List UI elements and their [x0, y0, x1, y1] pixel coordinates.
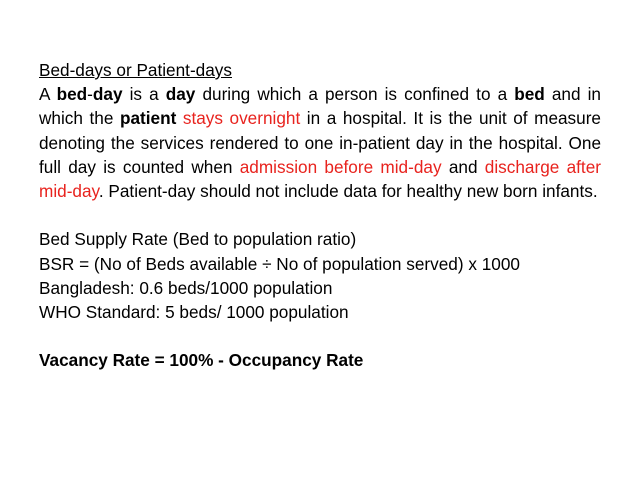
spacer — [39, 203, 601, 227]
def-text-6: in a hospital. It is the unit of measure denoting the services rendered to one in-patient day in the hospital. One full day is counted when — [39, 108, 601, 177]
def-text-4: and in which the — [39, 84, 601, 129]
who-standard: WHO Standard: 5 beds/ 1000 population — [39, 302, 349, 323]
def-text-8: . Patient-day should not include data for healthy new born infants. — [98, 181, 598, 202]
vacancy-rate-formula: Vacancy Rate = 100% - Occupancy Rate — [39, 350, 364, 371]
def-text-hyphen: - — [87, 84, 93, 105]
bed-supply-title: Bed Supply Rate (Bed to population ratio) — [39, 229, 357, 250]
def-text-2: is a — [122, 84, 166, 105]
section-heading: Bed-days or Patient-days — [39, 60, 232, 80]
def-red-discharge: discharge after mid-day — [39, 156, 601, 202]
def-red-admission: admission before mid-day — [239, 156, 442, 177]
def-text-3: during which a person is confined to a — [195, 84, 515, 105]
bed-day-definition — [39, 82, 601, 203]
def-bold-bed: bed — [56, 84, 88, 105]
def-red-stays-overnight: stays overnight — [182, 108, 301, 129]
def-bold-day: day — [92, 84, 123, 105]
def-bold-day-2: day — [165, 84, 196, 105]
def-bold-bed-2: bed — [514, 84, 545, 105]
def-text-1: A — [39, 84, 57, 105]
def-text-7: and — [441, 156, 485, 177]
bsr-formula: BSR = (No of Beds available ÷ No of population served) x 1000 — [39, 253, 520, 274]
def-bold-patient: patient — [119, 108, 177, 129]
bangladesh-ratio: Bangladesh: 0.6 beds/1000 population — [39, 277, 333, 298]
slide-content — [39, 58, 601, 373]
spacer — [39, 324, 601, 348]
